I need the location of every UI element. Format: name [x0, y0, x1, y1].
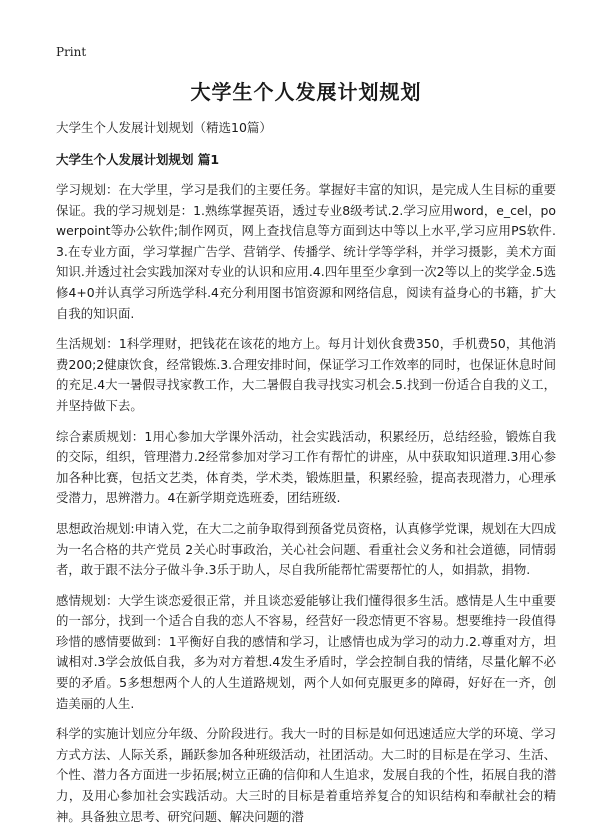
paragraph-study-plan: 学习规划：在大学里，学习是我们的主要任务。掌握好丰富的知识，是完成人生目标的重要保证。我的学习规划是：1.熟练掌握英语，透过专业8级考试.2.学习应用word，e_cel，powerpoint等办公软件;制作网页，网上查找信息等方面到达中等以上水平,学习应用PS软件.3.在专业方面，学习掌握广告学、营销学、传播学、统计学等学科，并学习摄影，美术方面知识.并透过社会实践加深对专业的认识和应用.4.四年里至少拿到一次2等以上的奖学金.5选修4+0并认真学习所选学科.4充分利用图书馆资源和网络信息，阅读有益身心的书籍，扩大自我的知识面. [56, 182, 556, 321]
document-subtitle: 大学生个人发展计划规划（精选10篇） [56, 120, 272, 135]
paragraph-implementation-plan: 科学的实施计划应分年级、分阶段进行。我大一时的目标是如何迅速适应大学的环境、学习方式方法、人际关系，踊跃参加各种班级活动，社团活动。大二时的目标是在学习、生活、个性、潜力各方面进一步拓展;树立正确的信仰和人生追求，发展自我的个性，拓展自我的潜力，及用心参加社会实践活动。大三时的目标是着重培养复合的知识结构和奉献社会的精神。具备独立思考、研究问题、解决问题的潜 [56, 726, 556, 824]
section-heading: 大学生个人发展计划规划 篇1 [56, 152, 220, 167]
paragraph-emotion-plan: 感情规划：大学生谈恋爱很正常，并且谈恋爱能够让我们懂得很多生活。感情是人生中重要的一部分，找到一个适合自我的恋人不容易，经营好一段恋情更不容易。想要维持一段值得珍惜的感情要做到：1平衡好自我的感情和学习，让感情也成为学习的动力.2.尊重对方，坦诚相对.3学会放低自我，多为对方着想.4发生矛盾时，学会控制自我的情绪，尽量化解不必要的矛盾。5多想想两个人的人生道路规划，两个人如何克服更多的障碍，好好在一齐，创造美丽的人生. [56, 592, 556, 711]
paragraph-life-plan: 生活规划：1科学理财，把钱花在该花的地方上。每月计划伙食费350，手机费50，其他消费200;2健康饮食，经常锻炼.3.合理安排时间，保证学习工作效率的同时，也保证休息时间的充足.4大一暑假寻找家教工作，大二暑假自我寻找实习机会.5.找到一份适合自我的义工，并坚持做下去。 [56, 336, 556, 413]
paragraph-political-plan: 思想政治规划:申请入党，在大二之前争取得到预备党员资格，认真修学党课，规划在大四成为一名合格的共产党员 2关心时事政治，关心社会问题、看重社会义务和社会道德，同情弱者，敢于跟不法分子做斗争.3乐于助人，尽自我所能帮忙需要帮忙的人，如捐款，捐物. [56, 520, 556, 578]
print-label[interactable]: Print [56, 45, 87, 59]
page-title: 大学生个人发展计划规划 [190, 80, 422, 104]
paragraph-quality-plan: 综合素质规划：1用心参加大学课外活动，社会实践活动，积累经历，总结经验，锻炼自我的交际，组织，管理潜力.2经常参加对学习工作有帮忙的讲座，从中获取知识道理.3用心参加各种比赛，包括文艺类，体育类，学术类，锻炼胆量，积累经验，提高表现潜力，心理承受潜力，思辨潜力。4在新学期竞选班委，团结班级. [56, 428, 556, 506]
